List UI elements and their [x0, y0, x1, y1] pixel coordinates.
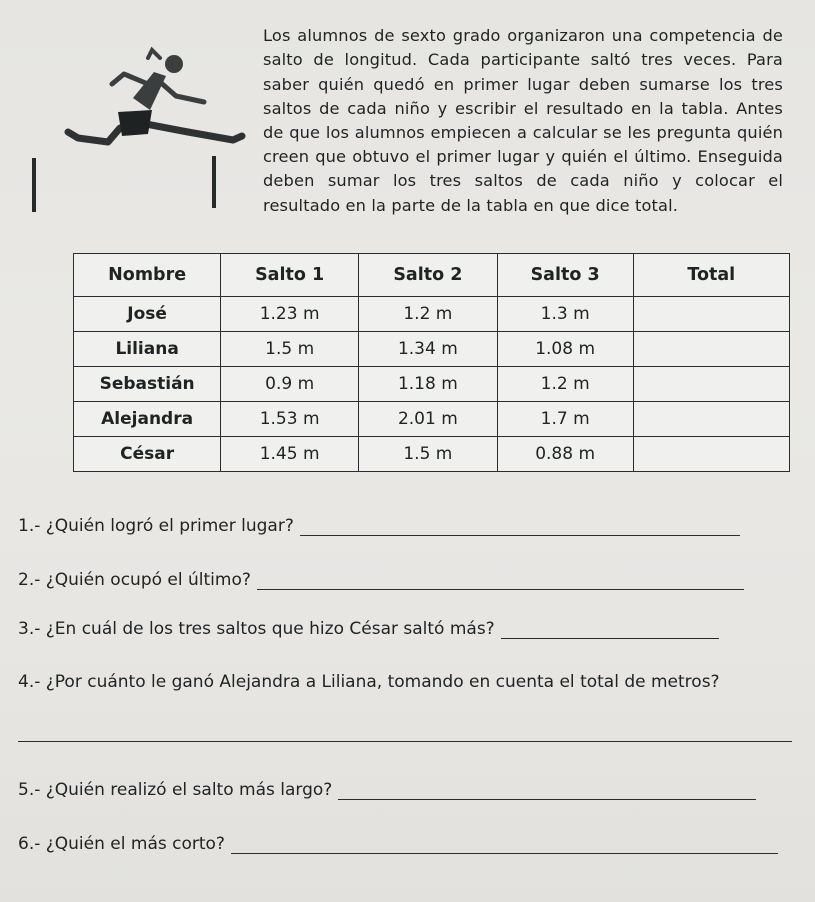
question-2-text: 2.- ¿Quién ocupó el último?: [18, 570, 251, 590]
cell-salto-1: 1.53 m: [221, 402, 359, 437]
cell-salto-2: 1.34 m: [359, 332, 498, 367]
question-3: [18, 619, 719, 639]
header-salto-3: Salto 3: [497, 254, 633, 297]
cell-name: Alejandra: [74, 402, 221, 437]
intro-paragraph: Los alumnos de sexto grado organizaron una competencia de salto de longitud. Cada participante saltó tres veces. Para saber quién quedó en primer lugar deben sumarse los tres saltos de cada niño y escribir el resultado en la tabla. Antes de que los alumnos empiecen a calcular se les pregunta quién creen que obtuvo el primer lugar y quién el último. Enseguida deben sumar los tres saltos de cada niño y colocar el resultado en la parte de la tabla en que dice total.: [263, 26, 783, 215]
question-1-text: 1.- ¿Quién logró el primer lugar?: [18, 516, 294, 536]
cell-salto-3: 0.88 m: [497, 437, 633, 472]
cell-salto-1: 1.5 m: [221, 332, 359, 367]
question-6-answer-line[interactable]: [231, 837, 778, 854]
cell-salto-1: 1.23 m: [221, 297, 359, 332]
question-5-text: 5.- ¿Quién realizó el salto más largo?: [18, 780, 333, 800]
question-3-answer-line[interactable]: [501, 622, 719, 639]
question-6: [18, 834, 778, 854]
cell-salto-2: 1.5 m: [359, 437, 498, 472]
table-row: [74, 402, 790, 437]
cell-name: César: [74, 437, 221, 472]
question-1-answer-line[interactable]: [300, 519, 740, 536]
question-2: [18, 570, 744, 590]
question-5: [18, 780, 756, 800]
header-salto-2: Salto 2: [359, 254, 498, 297]
table-row: [74, 437, 790, 472]
question-4-text: 4.- ¿Por cuánto le ganó Alejandra a Liliana, tomando en cuenta el total de metros?: [18, 672, 720, 692]
cell-name: Sebastián: [74, 367, 221, 402]
cell-name: Liliana: [74, 332, 221, 367]
header-nombre: Nombre: [74, 254, 221, 297]
cell-total[interactable]: [633, 402, 789, 437]
table-row: [74, 297, 790, 332]
jump-results-table: [73, 253, 790, 472]
question-5-answer-line[interactable]: [338, 783, 756, 800]
question-4-answer-line[interactable]: [18, 741, 792, 742]
cell-salto-3: 1.3 m: [497, 297, 633, 332]
question-6-text: 6.- ¿Quién el más corto?: [18, 834, 225, 854]
table-header-row: [74, 254, 790, 297]
question-1: [18, 516, 740, 536]
cell-salto-3: 1.2 m: [497, 367, 633, 402]
cell-salto-2: 1.2 m: [359, 297, 498, 332]
header-salto-1: Salto 1: [221, 254, 359, 297]
question-4: [18, 672, 720, 692]
cell-total[interactable]: [633, 367, 789, 402]
table-row: [74, 332, 790, 367]
cell-name: José: [74, 297, 221, 332]
cell-salto-2: 1.18 m: [359, 367, 498, 402]
cell-total[interactable]: [633, 332, 789, 367]
table-row: [74, 367, 790, 402]
cell-salto-3: 1.08 m: [497, 332, 633, 367]
header-total: Total: [633, 254, 789, 297]
cell-salto-2: 2.01 m: [359, 402, 498, 437]
cell-total[interactable]: [633, 437, 789, 472]
question-2-answer-line[interactable]: [257, 573, 744, 590]
hurdle-jumper-icon: [28, 40, 258, 220]
cell-salto-3: 1.7 m: [497, 402, 633, 437]
cell-salto-1: 1.45 m: [221, 437, 359, 472]
question-3-text: 3.- ¿En cuál de los tres saltos que hizo César saltó más?: [18, 619, 495, 639]
cell-total[interactable]: [633, 297, 789, 332]
cell-salto-1: 0.9 m: [221, 367, 359, 402]
